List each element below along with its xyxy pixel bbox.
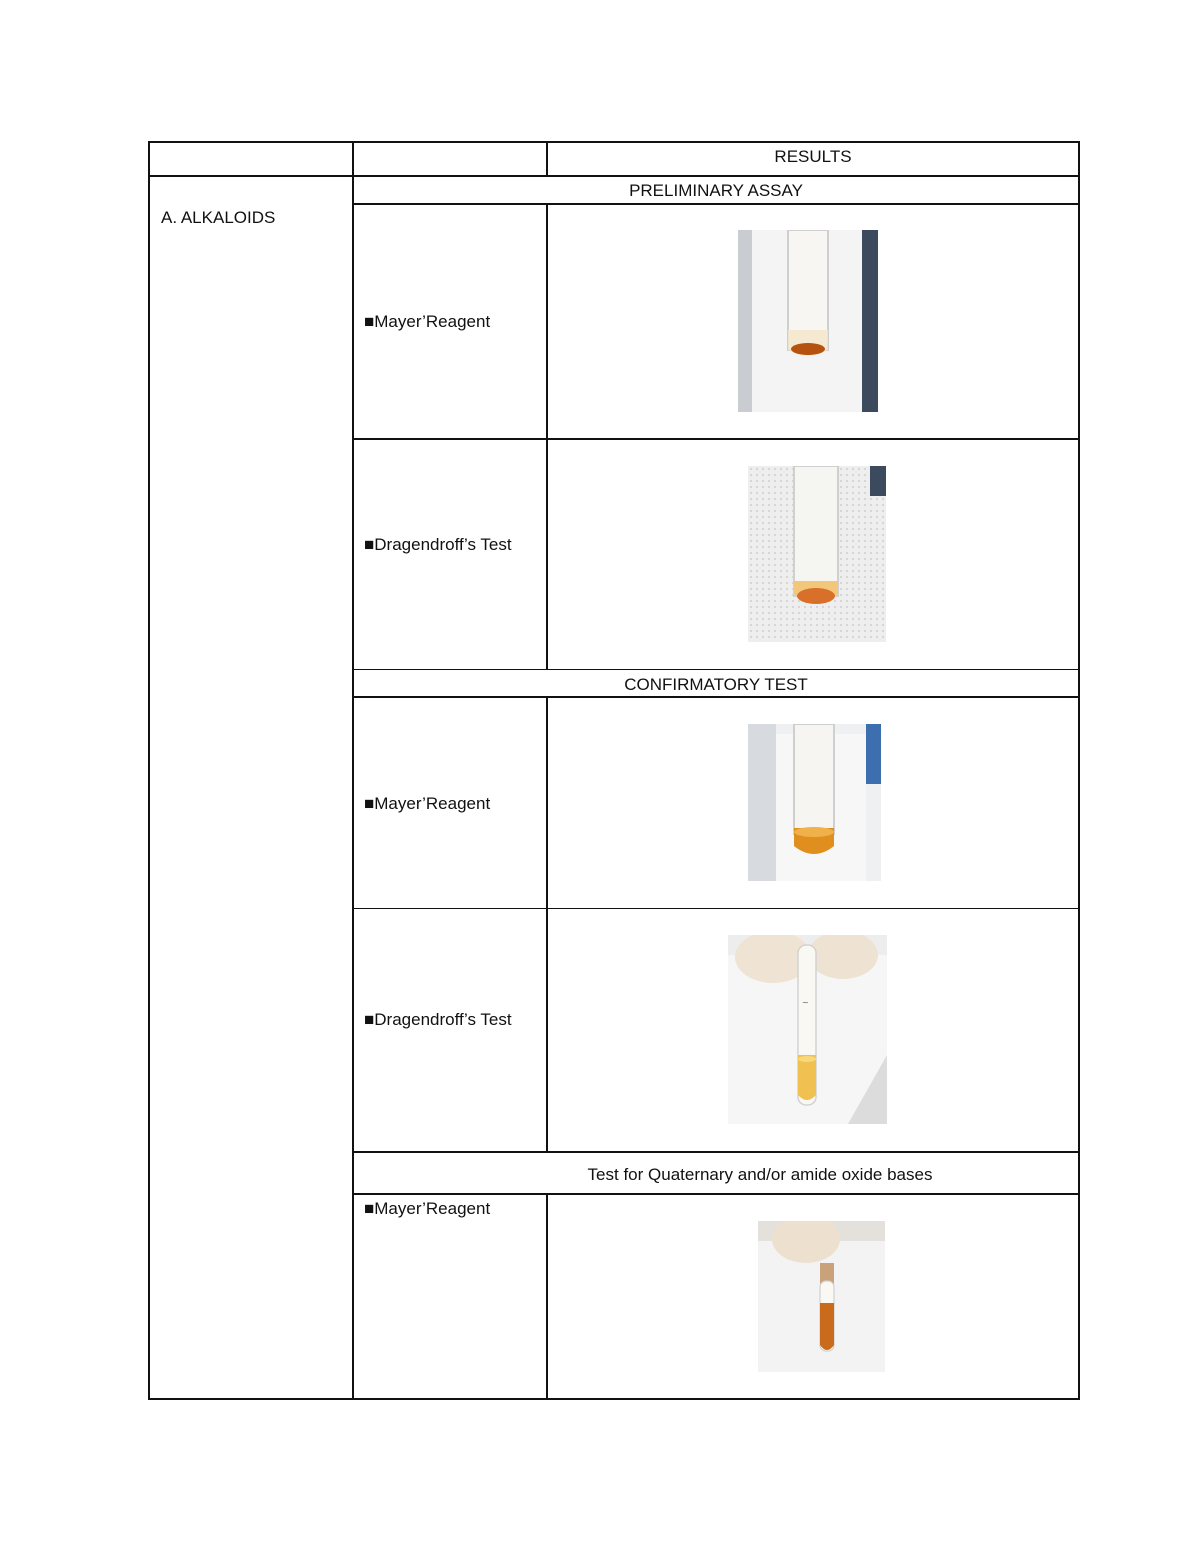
results-header: RESULTS bbox=[774, 147, 852, 166]
test-tube-photo bbox=[728, 935, 887, 1124]
table-border-top bbox=[148, 141, 1080, 143]
test-tube-photo bbox=[758, 1221, 885, 1372]
row-label-mayer: ■Mayer’Reagent bbox=[364, 312, 491, 331]
table-column-divider bbox=[352, 141, 354, 1400]
row-label-dragendroff: ■Dragendroff’s Test bbox=[364, 1010, 512, 1029]
table-column-divider bbox=[546, 203, 548, 670]
table-column-divider bbox=[546, 1193, 548, 1400]
section-title-quaternary: Test for Quaternary and/or amide oxide bases bbox=[587, 1165, 933, 1184]
svg-text:~: ~ bbox=[802, 998, 809, 1007]
section-title-preliminary: PRELIMINARY ASSAY bbox=[629, 181, 803, 200]
category-label: A. ALKALOIDS bbox=[161, 208, 276, 227]
section-title-confirmatory: CONFIRMATORY TEST bbox=[624, 675, 808, 694]
table-column-divider bbox=[546, 696, 548, 1152]
table-divider bbox=[148, 175, 1080, 177]
table-divider bbox=[353, 908, 1080, 909]
row-label-mayer: ■Mayer’Reagent bbox=[364, 794, 491, 813]
table-divider bbox=[353, 696, 1080, 698]
table-divider bbox=[353, 1151, 1080, 1153]
row-label-mayer: ■Mayer’Reagent bbox=[364, 1199, 491, 1218]
table-divider bbox=[353, 669, 1080, 670]
table-border-bottom bbox=[148, 1398, 1080, 1400]
table-divider bbox=[353, 203, 1080, 205]
table-divider bbox=[353, 1193, 1080, 1195]
table-divider bbox=[353, 438, 1080, 440]
table-border-left bbox=[148, 141, 150, 1400]
test-tube-photo bbox=[748, 724, 881, 881]
test-tube-photo bbox=[738, 230, 878, 412]
test-tube-photo bbox=[748, 466, 886, 642]
row-label-dragendroff: ■Dragendroff’s Test bbox=[364, 535, 512, 554]
table-border-right bbox=[1078, 141, 1080, 1400]
